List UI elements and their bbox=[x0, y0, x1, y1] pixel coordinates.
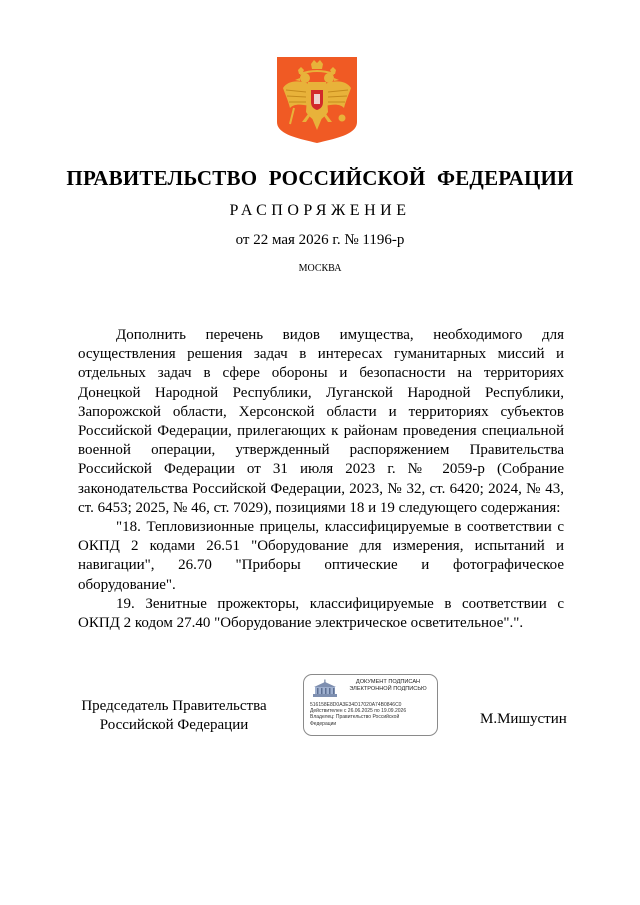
document-city: МОСКВА bbox=[298, 263, 342, 274]
document-body bbox=[78, 326, 564, 633]
stamp-title-line: ЭЛЕКТРОННОЙ ПОДПИСЬЮ bbox=[349, 686, 427, 692]
electronic-signature-stamp bbox=[303, 674, 438, 736]
coat-of-arms-icon bbox=[276, 56, 358, 144]
stamp-owner: Федерации bbox=[310, 720, 337, 727]
body-paragraph: Дополнить перечень видов имущества, необходимого для осуществления решения задач в интересах гуманитарных миссий и отдельных задач в сфере обороны и безопасности на территориях Донецкой Народной Республики, Луганской Народной Республики, Запорожской области, Херсонской области и территориях субъектов Российской Федерации, прилегающих к районам проведения специальной военной операции, утвержденный распоряжением Правительства Российской Федерации от 31 июля 2023 г. № 2059-р (Собрание законодательства Российской Федерации, 2023, № 32, ст. 6420; 2024, № 43, ст. 6453; 2025, № 46, ст. 7029), позициями 18 и 19 следующего содержания: bbox=[78, 327, 564, 516]
document-title: ПРАВИТЕЛЬСТВО РОССИЙСКОЙ ФЕДЕРАЦИИ bbox=[66, 166, 574, 190]
stamp-details bbox=[310, 702, 434, 727]
signer-position-line: Председатель Правительства bbox=[81, 698, 267, 714]
stamp-certificate: 516158E8D0A3E34D17020A74B0846C0 bbox=[310, 702, 402, 708]
stamp-owner: Владелец: Правительство Российской bbox=[310, 714, 400, 721]
stamp-validity: Действителен с 26.06.2025 по 19.09.2026 bbox=[310, 708, 407, 715]
government-building-icon bbox=[312, 679, 338, 699]
document-type: РАСПОРЯЖЕНИЕ bbox=[229, 202, 411, 219]
body-paragraph: "18. Тепловизионные прицелы, классифицируемые в соответствии с ОКПД 2 кодами 26.51 "Оборудование для измерения, испытаний и навигации", 26.70 "Приборы оптические и фотографическое оборудование". bbox=[78, 519, 564, 593]
signer-name: М.Мишустин bbox=[480, 711, 567, 727]
stamp-title bbox=[344, 679, 432, 693]
signer-position bbox=[78, 697, 270, 735]
body-paragraph: 19. Зенитные прожекторы, классифицируемые в соответствии с ОКПД 2 кодом 27.40 "Оборудование электрическое осветительное".". bbox=[78, 595, 564, 632]
signer-position-line: Российской Федерации bbox=[99, 717, 249, 733]
stamp-title-line: ДОКУМЕНТ ПОДПИСАН bbox=[355, 679, 421, 685]
document-date-number: от 22 мая 2026 г. № 1196-р bbox=[235, 232, 405, 248]
